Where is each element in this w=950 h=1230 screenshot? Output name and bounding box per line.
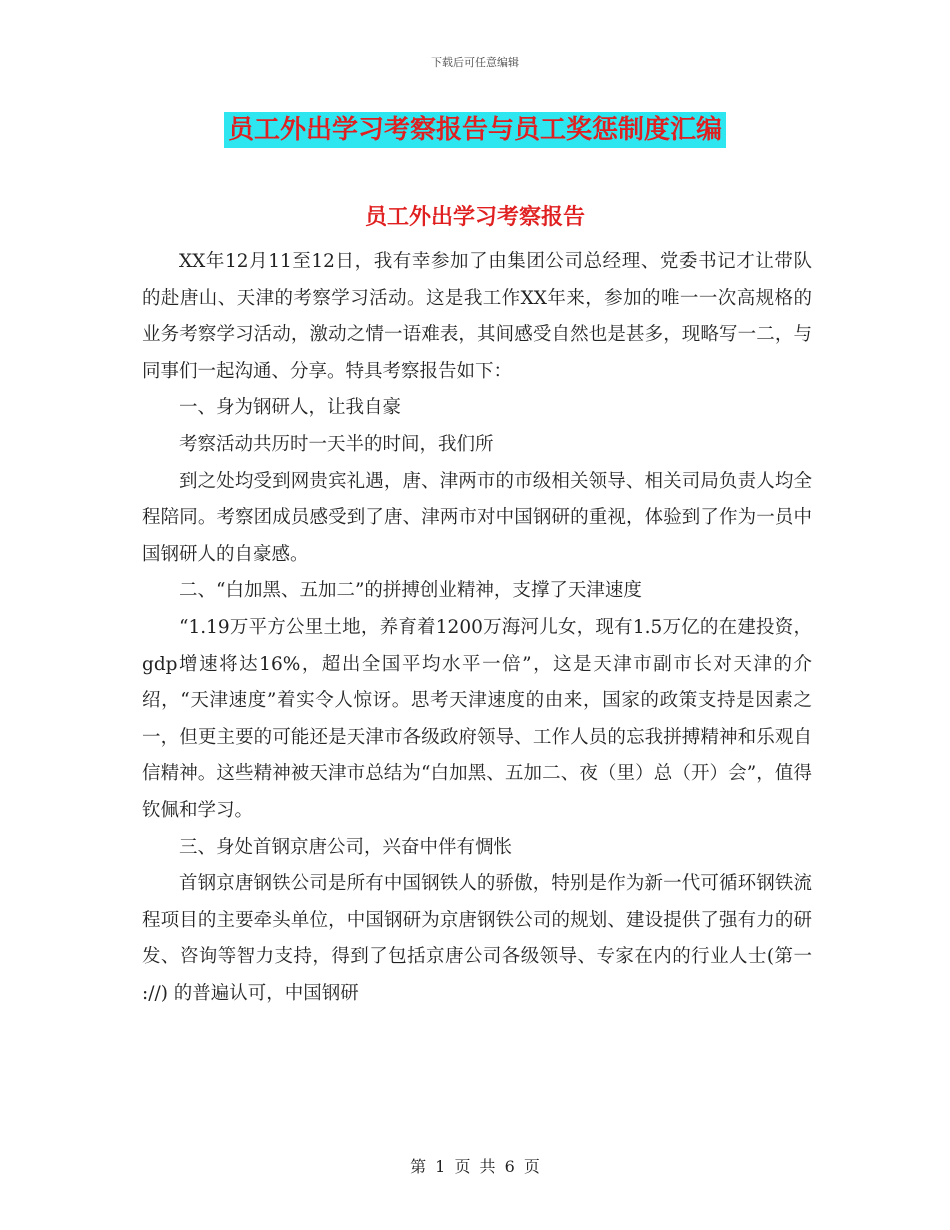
heading-section-1: 一、身为钢研人，让我自豪 [179, 397, 402, 419]
report-body [142, 244, 812, 1012]
paragraph-section-1-a: 考察活动共历时一天半的时间，我们所 [179, 433, 494, 455]
main-title-container [0, 112, 950, 148]
page-footer: 第 1 页 共 6 页 [410, 1157, 540, 1176]
header-note: 下载后可任意编辑 [431, 56, 519, 69]
section-title: 员工外出学习考察报告 [364, 205, 585, 230]
paragraph-section-1-b: 到之处均受到网贵宾礼遇，唐、津两市的市级相关领导、相关司局负责人均全程陪同。考察团成员感受到了唐、津两市对中国钢研的重视，体验到了作为一员中国钢研人的自豪感。 [142, 470, 812, 565]
paragraph-section-2: “1.19万平方公里土地，养育着1200万海河儿女，现有1.5万亿的在建投资，gdp增速将达16%，超出全国平均水平一倍”，这是天津市副市长对天津的介绍，“天津速度”着实令人惊讶。思考天津速度的由来，国家的政策支持是因素之一，但更主要的可能还是天津市各级政府领导、工作人员的忘我拼搏精神和乐观自信精神。这些精神被天津市总结为“白加黑、五加二、夜（里）总（开）会”，值得钦佩和学习。 [142, 616, 812, 821]
paragraph-section-3: 首钢京唐钢铁公司是所有中国钢铁人的骄傲，特别是作为新一代可循环钢铁流程项目的主要牵头单位，中国钢研为京唐钢铁公司的规划、建设提供了强有力的研发、咨询等智力支持，得到了包括京唐公司各级领导、专家在内的行业人士(第一 ://) 的普遍认可，中国钢研 [142, 873, 812, 1004]
main-title: 员工外出学习考察报告与员工奖惩制度汇编 [224, 112, 726, 148]
heading-section-3: 三、身处首钢京唐公司，兴奋中伴有惆怅 [179, 836, 513, 858]
heading-section-2: 二、“白加黑、五加二”的拼搏创业精神，支撑了天津速度 [179, 580, 642, 602]
paragraph-intro: XX年12月11至12日，我有幸参加了由集团公司总经理、党委书记才让带队的赴唐山、天津的考察学习活动。这是我工作XX年来，参加的唯一一次高规格的业务考察学习活动，激动之情一语难表，其间感受自然也是甚多，现略写一二，与同事们一起沟通、分享。特具考察报告如下： [142, 251, 812, 382]
